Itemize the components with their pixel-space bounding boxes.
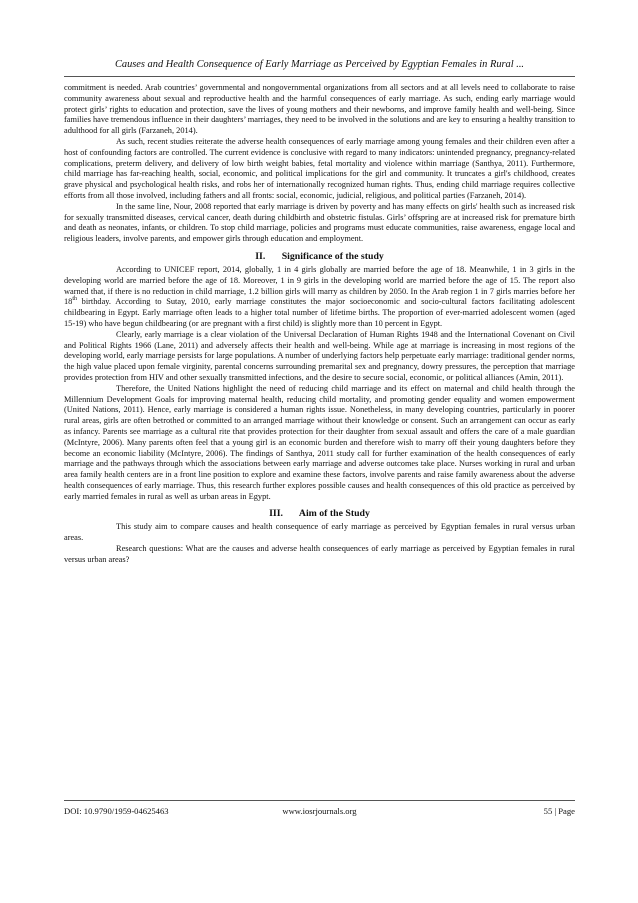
doi-label: DOI: 10.9790/1959-04625463 [64, 806, 169, 816]
article-body [64, 83, 575, 566]
aim-paragraph-2: Research questions: What are the causes and adverse health consequences of early marriage as perceived by Egyptian females in rural versus urban areas? [64, 544, 575, 564]
significance-paragraph-2: Clearly, early marriage is a clear violation of the Universal Declaration of Human Rights 1948 and the International Covenant on Civil and Political Rights 1966 (Lane, 2011) and adversely affects their health and well-being. While age at marriage is increasing in most regions of the developing world, early marriage persists for large populations. A number of underlying factors help perpetuate early marriage: traditional gender norms, the high value placed upon female virginity, parental concerns surrounding premarital sex and pregnancy, dowry pressures, the perception that marriage provides protection from HIV and other sexually transmitted infections, and the desire to secure social, economic, or political alliances (Amin, 2011). [64, 329, 575, 382]
section-number: III. [269, 508, 283, 520]
significance-paragraph-1-cont: birthday. According to Sutay, 2010, early marriage constitutes the major socioeconomic and socio-cultural factors facilitating adolescent childbearing in Egypt. Early marriage often leads to a higher total number of lifetime births. The proportion of ever-married adolescent women (aged 15-19) who have begun childbearing (or are pregnant with a first child) is slightly more than 10 percent in Egypt. [64, 297, 575, 328]
intro-paragraph-2: As such, recent studies reiterate the adverse health consequences of early marriage among young females and their children even after a host of confounding factors are controlled. The current evidence is conclusive with regard to many indicators: unintended pregnancy, pregnancy-related complications, preterm delivery, and delivery of low birth weight babies, fetal mortality and violence within marriage (Santhya, 2011). Furthermore, child marriage has far-reaching health, social, economic, and political implications for the girl and community. It truncates a girl's childhood, creates grave physical and psychological health risks, and robs her of internationally recognized human rights. Thus, ending child marriage requires collective efforts from all those involved, including fathers and all fronts: social, economic, judicial, religious, and political parties (Farzaneh, 2014). [64, 136, 575, 200]
significance-paragraph-3: Therefore, the United Nations highlight the need of reducing child marriage and its effect on maternal and child health through the Millennium Development Goals for improving maternal health, reducing child mortality, and promoting gender equality and women empowerment (United Nations, 2011). Hence, early marriage is considered a human rights issue. Nonetheless, in many developing countries, particularly in poorer rural areas, girls are often betrothed or committed to an arranged marriage without their knowledge or consent. Such an arrangement can occur as early as infancy. Parents see marriage as a cultural rite that provides protection for their daughter from sexual assault and offers the care of a male guardian (McIntyre, 2006). Many parents often feel that a young girl is an economic burden and therefore wish to marry off their young daughters before they become an economic liability (McIntyre, 2006). The findings of Santhya, 2011 study call for further examination of the health consequences of early marriage and the pathways through which the associations between early marriage and adverse outcomes take place. Nurses working in rural and urban area family health centers are in a front line position to explore and examine these factors, involve parents and raise family awareness about the adverse health consequences of early marriage. Thus, this research further explores possible causes and health consequences of this old practice as perceived by early married females in rural as well as urban areas in Egypt. [64, 383, 575, 501]
section-title: Significance of the study [281, 250, 384, 262]
section-number: II. [255, 250, 266, 262]
footer-rule [64, 800, 575, 801]
significance-paragraph-1 [64, 265, 575, 330]
significance-paragraph-1-text: According to UNICEF report, 2014, globally, 1 in 4 girls globally are married before the age of 18. Meanwhile, 1 in 3 girls in the developing world are married before the age of 18. Moreover, 1 in 9 girls in the developing world are married before the age of 15. The report also warned that, if there is no reduction in child marriage, 1.2 billion girls will marry as children by 2050. In the Arab region 1 in 7 girls marries before her 18 [64, 264, 575, 307]
header-rule [64, 76, 575, 77]
ordinal-suffix: th [72, 296, 78, 303]
journal-website: www.iosrjournals.org [282, 806, 357, 816]
running-header: Causes and Health Consequence of Early Marriage as Perceived by Egyptian Females in Rural ... [114, 59, 525, 70]
aim-paragraph-1: This study aim to compare causes and health consequence of early marriage as perceived by Egyptian females in rural versus urban areas. [64, 522, 575, 543]
intro-paragraph-1: commitment is needed. Arab countries’ governmental and nongovernmental organizations from all sectors and at all levels need to collaborate to raise community awareness about sexual and reproductive health and the harmful consequences of early marriage. As such, ending early marriage would protect girls’ rights to education and protection, save the lives of young mothers and their newborns, and improve family health and well-being. Since families have tremendous influence in their daughters’ marriages, they need to be involved in the solutions and are key to ensuring a healthy transition to adulthood for all girls (Farzaneh, 2014). [64, 83, 575, 136]
section-heading-aim [64, 508, 575, 520]
intro-paragraph-3: In the same line, Nour, 2008 reported that early marriage is driven by poverty and has many effects on girls' health such as increased risk for sexually transmitted diseases, cervical cancer, death during childbirth and obstetric fistulas. Girls’ offspring are at increased risk for premature birth and death as neonates, infants, or children. To stop child marriage, policies and programs must educate communities, raise awareness, engage local and religious leaders, involve parents, and empower girls through education and employment. [64, 201, 575, 244]
section-title: Aim of the Study [298, 508, 370, 520]
page-number: 55 | Page [543, 806, 575, 816]
section-heading-significance [64, 251, 575, 263]
